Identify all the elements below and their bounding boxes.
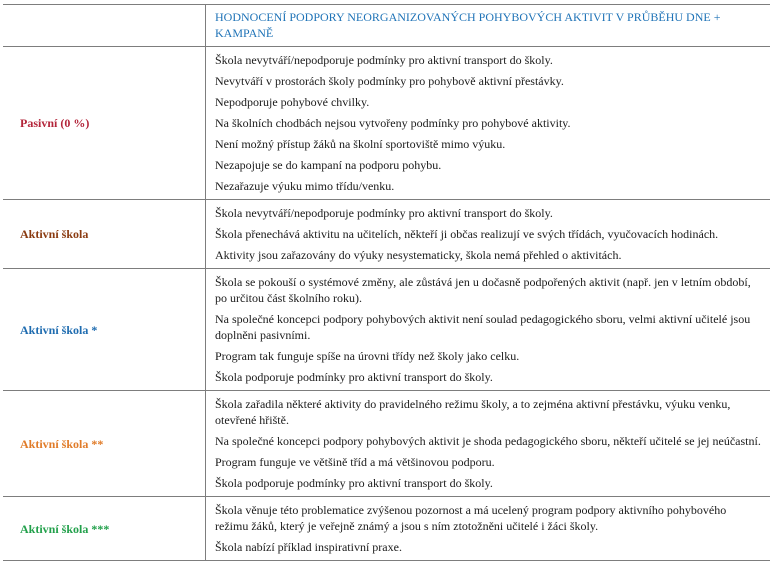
criterion-item: Škola přenechává aktivitu na učitelích, někteří ji občas realizují ve svých třídách, vyučovacích hodinách.: [215, 227, 719, 241]
criterion-item: Škola nevytváří/nepodporuje podmínky pro aktivní transport do školy.: [215, 206, 553, 220]
table-header-title: HODNOCENÍ PODPORY NEORGANIZOVANÝCH POHYBOVÝCH AKTIVIT V PRŮBĚHU DNE + KAMPANĚ: [206, 5, 771, 47]
level-row-active-1star: [3, 269, 770, 391]
level-label-cell: [3, 200, 206, 269]
header-empty-cell: [3, 5, 206, 47]
criterion-item: Škola se pokouší o systémové změny, ale zůstává jen u dočasně podpořených aktivit (např. jen v letním období, po určitou část školního roku).: [215, 275, 751, 305]
evaluation-table: [3, 4, 770, 561]
criterion-item: Nepodporuje pohybové chvilky.: [215, 95, 370, 109]
level-label-cell: [3, 497, 206, 561]
level-description-cell: [206, 497, 771, 561]
level-description-cell: [206, 47, 771, 200]
level-label: Aktivní škola: [20, 227, 89, 241]
criterion-item: Škola věnuje této problematice zvýšenou pozornost a má ucelený program podpory aktivního pohybového režimu žáků, který je veřejně známý a jsou s ním ztotožněni učitelé i žáci školy.: [215, 503, 727, 533]
level-label-cell: [3, 391, 206, 497]
criterion-item: Škola nabízí příklad inspirativní praxe.: [215, 540, 402, 554]
criterion-item: Nezařazuje výuku mimo třídu/venku.: [215, 179, 395, 193]
criterion-item: Škola zařadila některé aktivity do pravidelného režimu školy, a to zejména aktivní přestávku, výuku venku, otevřené hřiště.: [215, 397, 731, 427]
criterion-item: Na společné koncepci podpory pohybových aktivit je shoda pedagogického sboru, někteří učitelé se jej neúčastní.: [215, 434, 761, 448]
criterion-item: Škola podporuje podmínky pro aktivní transport do školy.: [215, 476, 493, 490]
criterion-item: Nezapojuje se do kampaní na podporu pohybu.: [215, 158, 442, 172]
level-description-cell: [206, 269, 771, 391]
level-row-active: [3, 200, 770, 269]
level-description-cell: [206, 200, 771, 269]
level-label: Aktivní škola **: [20, 436, 104, 451]
criterion-item: Program tak funguje spíše na úrovni třídy než školy jako celku.: [215, 349, 520, 363]
level-description-cell: [206, 391, 771, 497]
criterion-item: Nevytváří v prostorách školy podmínky pro pohybově aktivní přestávky.: [215, 74, 564, 88]
level-row-active-2star: [3, 391, 770, 497]
level-label: Aktivní škola ***: [20, 521, 110, 536]
criterion-item: Program funguje ve většině tříd a má většinovou podporu.: [215, 455, 495, 469]
level-row-passive: [3, 47, 770, 200]
header-row: [3, 5, 770, 47]
level-label: Aktivní škola *: [20, 322, 98, 337]
criterion-item: Na společné koncepci podpory pohybových aktivit není soulad pedagogického sboru, velmi aktivní učitelé jsou doplněni pasivními.: [215, 312, 751, 342]
criterion-item: Na školních chodbách nejsou vytvořeny podmínky pro pohybové aktivity.: [215, 116, 571, 130]
level-row-active-3star: [3, 497, 770, 561]
level-label-cell: [3, 269, 206, 391]
level-label: Pasivní (0 %): [20, 116, 90, 130]
criterion-item: Škola nevytváří/nepodporuje podmínky pro aktivní transport do školy.: [215, 53, 553, 67]
criterion-item: Aktivity jsou zařazovány do výuky nesystematicky, škola nemá přehled o aktivitách.: [215, 248, 622, 262]
criterion-item: Není možný přístup žáků na školní sportoviště mimo výuku.: [215, 137, 506, 151]
criterion-item: Škola podporuje podmínky pro aktivní transport do školy.: [215, 370, 493, 384]
level-label-cell: [3, 47, 206, 200]
